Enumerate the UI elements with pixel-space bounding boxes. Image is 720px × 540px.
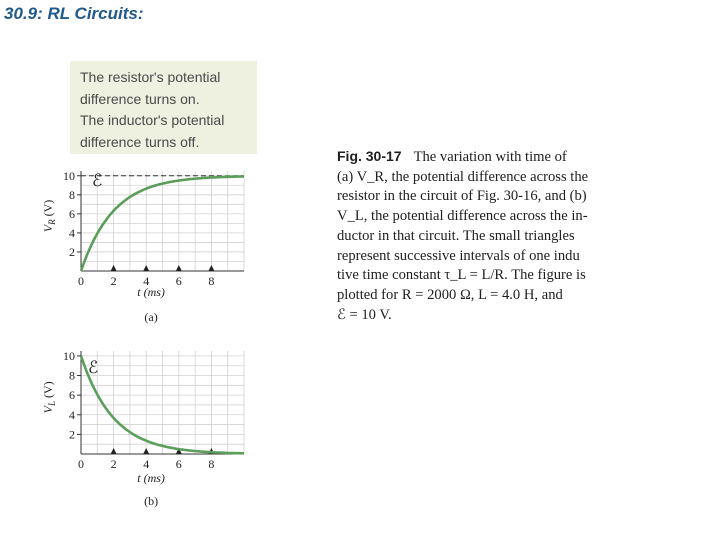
x-tick-label: 4 bbox=[143, 274, 150, 288]
slide-title: 30.9: RL Circuits: bbox=[4, 4, 144, 23]
caption-line: represent successive intervals of one indu bbox=[337, 247, 580, 264]
panel-label: (a) bbox=[144, 310, 158, 324]
x-tick-label: 2 bbox=[110, 457, 117, 471]
y-axis-label: $V_R$ (V) bbox=[41, 199, 57, 233]
callout-line: The resistor's potential bbox=[80, 69, 221, 85]
x-tick-label: 0 bbox=[78, 274, 84, 288]
x-axis-label: t (ms) bbox=[137, 471, 165, 485]
y-tick-label: 10 bbox=[63, 168, 75, 183]
caption-line: (a) V_R, the potential difference across the bbox=[337, 168, 589, 185]
y-tick-label: 2 bbox=[69, 244, 75, 259]
x-tick-label: 6 bbox=[175, 457, 182, 471]
y-tick-label: 8 bbox=[69, 187, 75, 202]
x-axis-label: t (ms) bbox=[137, 285, 165, 299]
x-tick-label: 6 bbox=[175, 274, 182, 288]
callout-line: difference turns off. bbox=[80, 133, 200, 150]
x-tick-label: 8 bbox=[208, 457, 215, 471]
y-tick-label: 4 bbox=[69, 407, 75, 422]
emf-annotation: ℰ bbox=[88, 358, 99, 378]
y-tick-label: 6 bbox=[69, 388, 75, 403]
caption-line: plotted for R = 2000 Ω, L = 4.0 H, and bbox=[337, 286, 563, 303]
caption-line: The variation with time of bbox=[413, 149, 567, 165]
figure-label: Fig. 30-17 bbox=[337, 148, 402, 164]
callout-line: The inductor's potential bbox=[80, 112, 225, 128]
caption-line: resistor in the circuit of Fig. 30-16, and (b) bbox=[337, 188, 587, 205]
x-tick-label: 8 bbox=[208, 274, 215, 288]
x-tick-label: 0 bbox=[78, 457, 84, 471]
x-tick-label: 4 bbox=[143, 457, 150, 471]
callout-line: difference turns on. bbox=[80, 90, 200, 107]
caption-line: ℰ = 10 V. bbox=[337, 306, 392, 323]
y-tick-label: 8 bbox=[69, 368, 75, 383]
emf-annotation: ℰ bbox=[92, 171, 103, 191]
caption-line: V_L, the potential difference across the in- bbox=[337, 208, 588, 225]
caption-line: tive time constant τ_L = L/R. The figure is bbox=[337, 267, 586, 284]
caption-line: ductor in that circuit. The small triangles bbox=[337, 227, 575, 244]
y-axis-label: $V_L$ (V) bbox=[41, 381, 57, 414]
panel-label: (b) bbox=[144, 494, 159, 508]
y-tick-label: 4 bbox=[69, 225, 75, 240]
y-tick-label: 10 bbox=[63, 348, 75, 363]
y-tick-label: 6 bbox=[69, 206, 75, 221]
y-tick-label: 2 bbox=[69, 427, 75, 442]
x-tick-label: 2 bbox=[110, 274, 117, 288]
